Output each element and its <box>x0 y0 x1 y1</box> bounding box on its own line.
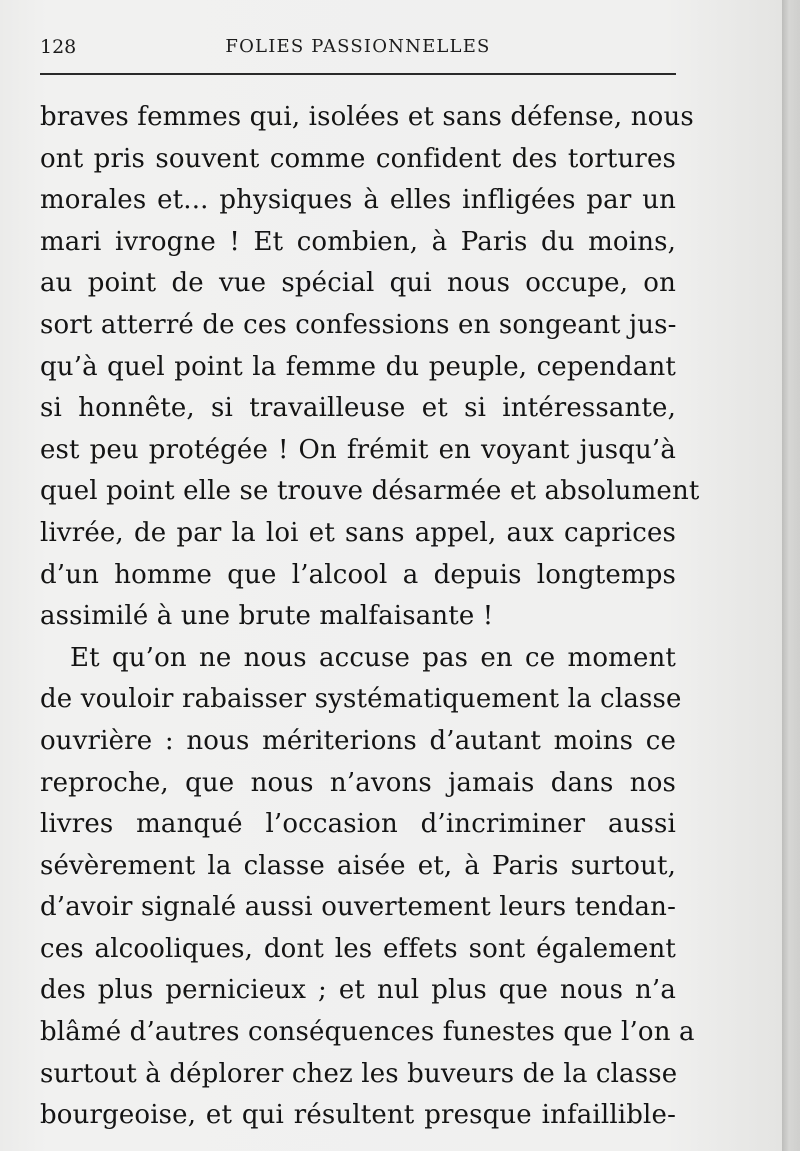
text-line: d’avoir signalé aussi ouvertement leurs tendan- <box>40 892 676 923</box>
text-line: d’un homme que l’alcool a depuis longtemps <box>40 559 676 590</box>
page-number: 128 <box>40 36 77 58</box>
text-line: de vouloir rabaisser systématiquement la classe <box>40 684 682 715</box>
text-line: ont pris souvent comme confident des tortures <box>40 143 676 174</box>
text-line: blâmé d’autres conséquences funestes que l’on a <box>40 1017 695 1048</box>
text-line: braves femmes qui, isolées et sans défense, nous <box>40 102 694 132</box>
text-line: ouvrière : nous mériterions d’autant moins ce <box>40 725 676 756</box>
text-line: livrée, de par la loi et sans appel, aux caprices <box>40 517 676 548</box>
header-rule <box>40 73 676 75</box>
text-line: ces alcooliques, dont les effets sont également <box>40 933 676 964</box>
page-header <box>40 32 676 62</box>
text-line: des plus pernicieux ; et nul plus que nous n’a <box>40 975 676 1006</box>
text-line: sévèrement la classe aisée et, à Paris surtout, <box>40 850 676 881</box>
text-line: reproche, que nous n’avons jamais dans nos <box>40 767 676 798</box>
text-line: surtout à déplorer chez les buveurs de la classe <box>40 1058 678 1089</box>
running-title: FOLIES PASSIONNELLES <box>225 36 491 57</box>
text-line: est peu protégée ! On frémit en voyant jusqu’à <box>40 434 676 465</box>
text-line: au point de vue spécial qui nous occupe, on <box>40 268 676 299</box>
text-line: Et qu’on ne nous accuse pas en ce moment <box>70 642 676 673</box>
body-text <box>40 97 700 1137</box>
text-line: morales et... physiques à elles infligées par un <box>40 185 676 216</box>
text-line: mari ivrogne ! Et combien, à Paris du moins, <box>40 226 676 257</box>
text-line: assimilé à une brute malfaisante ! <box>40 601 494 632</box>
text-line: qu’à quel point la femme du peuple, cependant <box>40 351 676 382</box>
page-edge <box>782 0 800 1151</box>
text-line: livres manqué l’occasion d’incriminer aussi <box>40 809 676 840</box>
text-line: quel point elle se trouve désarmée et absolument <box>40 476 700 507</box>
text-line: sort atterré de ces confessions en songeant jus- <box>40 309 677 340</box>
text-line: si honnête, si travailleuse et si intéressante, <box>40 393 676 424</box>
text-line: bourgeoise, et qui résultent presque infaillible- <box>40 1100 676 1131</box>
